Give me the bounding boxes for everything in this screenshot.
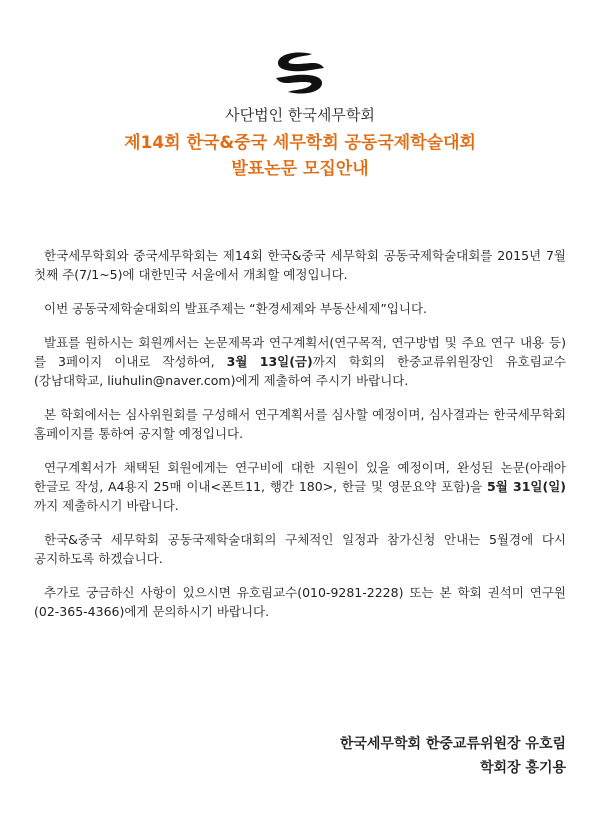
notice-header: [0, 104, 600, 182]
paragraph-schedule-notice: 한국&중국 세무학회 공동국제학술대회의 구체적인 일정과 참가신청 안내는 5월경에 다시 공지하도록 하겠습니다.: [34, 532, 566, 566]
signature-president: 학회장 홍기용: [479, 760, 566, 776]
paragraph-theme: 이번 공동국제학술대회의 발표주제는 “환경세제와 부동산세제”입니다.: [44, 301, 427, 316]
paragraph-submission-plan-text-a: 발표를 원하시는 회원께서는 논문제목과 연구계획서(연구목적, 연구방법 및 주요 연구 내용 등)를 3페이지 이내로 작성하여,: [34, 335, 566, 369]
plan-deadline: 3월 13일(금): [226, 354, 313, 369]
society-logo-icon: [272, 50, 328, 96]
paragraph-submission-plan-text-b: 까지 학회의 한중교류위원장인 유호림교수(강남대학교, liuhulin@naver.com)에게 제출하여 주시기 바랍니다.: [34, 354, 566, 388]
signature-block: [340, 732, 566, 780]
paper-deadline: 5월 31일(일): [487, 479, 566, 494]
paragraph-review: 본 학회에서는 심사위원회를 구성해서 연구계획서를 심사할 예정이며, 심사결과는 한국세무학회 홈페이지를 통하여 공지할 예정입니다.: [34, 407, 566, 441]
paragraph-event-intro: 한국세무학회와 중국세무학회는 제14회 한국&중국 세무학회 공동국제학술대회를 2015년 7월 첫째 주(7/1~5)에 대한민국 서울에서 개최할 예정입니다.: [34, 248, 566, 282]
notice-body: [34, 246, 566, 636]
notice-title-line2: 발표논문 모집안내: [231, 159, 369, 179]
paragraph-submission-plan: [34, 333, 566, 390]
signature-committee-chair: 한국세무학회 한중교류위원장 유호림: [339, 736, 566, 752]
notice-title-line1: 제14회 한국&중국 세무학회 공동국제학술대회: [124, 133, 476, 153]
organization-name: 사단법인 한국세무학회: [225, 106, 375, 124]
paragraph-final-paper-text-b: 까지 제출하시기 바랍니다.: [34, 498, 179, 513]
paragraph-contact: 추가로 궁금하신 사항이 있으시면 유호림교수(010-9281-2228) 또는 본 학회 권석미 연구원(02-365-4366)에게 문의하시기 바랍니다.: [34, 585, 566, 619]
paragraph-final-paper: [34, 458, 566, 515]
paragraph-final-paper-text-a: 연구계획서가 채택된 회원에게는 연구비에 대한 지원이 있을 예정이며, 완성된 논문(아래아 한글로 작성, A4용지 25매 이내<폰트11, 행간 180>, 한글 및 영문요약 포함)을: [34, 460, 566, 494]
